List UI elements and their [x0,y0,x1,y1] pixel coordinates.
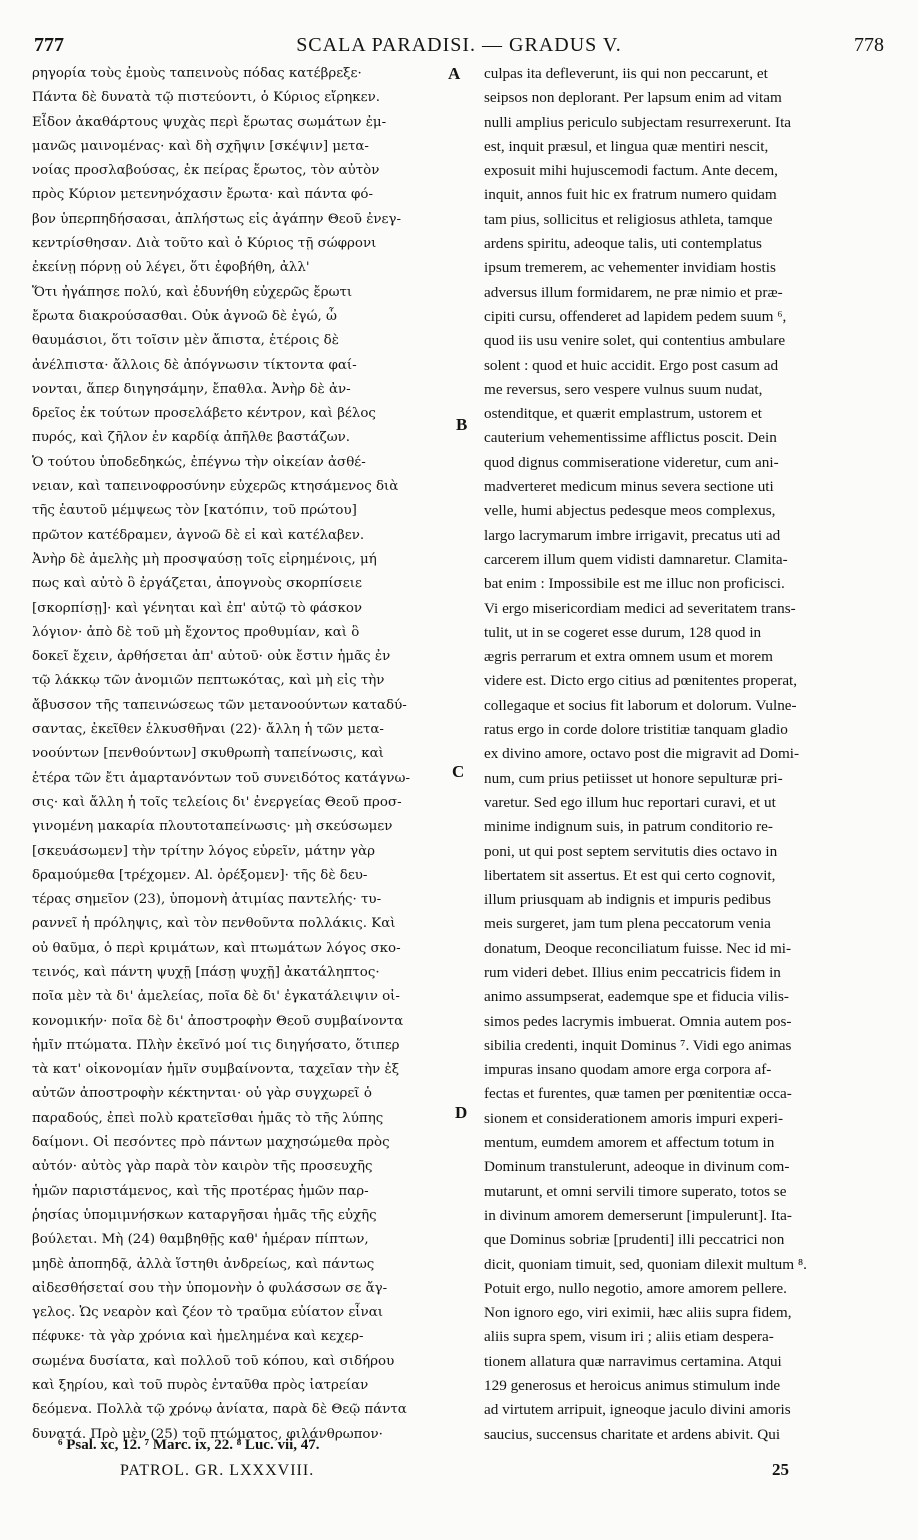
latin-text-line: quod dignus commiseratione videretur, cum ani- [484,453,779,471]
greek-text-line: δοκεῖ ἔχειν, ἀρθήσεται ἀπ' αὐτοῦ· οὐκ ἔστιν ἡμᾶς ἐν [32,649,391,665]
greek-text-line: τὰ κατ' οἰκονομίαν ἡμῖν συμβαίνοντα, ταχεῖαν τὴν ἐξ [32,1062,400,1078]
greek-text-line: κεντρίσθησαν. Διὰ τοῦτο καὶ ὁ Κύριος τῇ σώφρονι [32,236,377,252]
footnotes: ⁶ Psal. xc, 12. ⁷ Marc. ix, 22. ⁸ Luc. vii, 47. [58,1437,320,1453]
latin-text-line: tulit, ut in se cogeret esse durum, 128 quod in [484,623,762,641]
latin-text-line: ipsum tremerem, ac vehementer invidiam hostis [484,259,776,277]
latin-text-line: Vi ergo misericordiam medici ad severitatem trans- [484,599,796,617]
greek-text-line: ἀνέλπιστα· ἄλλοις δὲ ἀπόγνωσιν τίκτοντα φαί- [32,357,357,373]
greek-text-line: καὶ ξηρίου, καὶ τοῦ πυρὸς ἐνταῦθα πρὸς ἰατρείαν [32,1378,369,1394]
greek-text-line: γινομένη μακαρία πλουτοταπείνωσις· μὴ σκεύσωμεν [32,819,393,835]
latin-text-line: 129 generosus et heroicus animus stimulum inde [484,1377,781,1395]
footer-signature: 25 [772,1460,789,1479]
greek-text-line: νοίας προσλαβούσας, ἐκ πείρας ἔρωτος, τὸν αὐτὸν [32,163,380,179]
latin-text-line: poni, ut qui post septem servitutis dies octavo in [484,842,778,860]
greek-text-line: δυνατά. Πρὸ μὲν (25) τοῦ πτώματος, φιλάνθρωπον· [32,1426,383,1442]
greek-text-line: μανῶς μαινομένας· καὶ δὴ σχῆψιν [σκέψιν] μετα- [32,138,369,154]
greek-text-line: ἄβυσσον τῆς ταπεινώσεως τῶν μετανοούντων καταδύ- [32,697,407,713]
greek-text-line: Εἶδον ἀκαθάρτους ψυχὰς περὶ ἔρωτας σωμάτων ἐμ- [32,114,387,130]
latin-text-line: animo assumpserat, eademque spe et fiducia vilis- [484,988,789,1006]
greek-text-line: ἡμῶν παριστάμενος, καὶ τῆς προτέρας ἡμῶν παρ- [32,1183,369,1199]
latin-text-line: inquit, annos fuit hic ex fratrum numero quidam [484,186,777,204]
greek-text-line: [σκορπίσῃ]· καὶ γένηται καὶ ἐπ' αὐτῷ τὸ φάσκον [32,600,363,616]
latin-text-line: mentum, eumdem amorem et affectum totum in [484,1134,775,1152]
latin-text-line: aliis supra spem, visum iri ; aliis etiam despera- [484,1328,774,1346]
greek-text-line: πως καὶ αὐτὸ ὃ ἐργάζεται, ἀπογνοὺς σκορπίσειε [32,576,362,592]
latin-text-line: tam pius, sollicitus et religiosus athleta, tamque [484,210,773,228]
latin-text-line: donatum, Deoque reconciliatum fuisse. Nec id mi- [484,939,792,957]
latin-text-line: bat enim : Impossibile est me illuc non proficisci. [484,575,785,593]
greek-text-line: αἰδεσθήσεταί σου τὴν ὑπομονὴν ὁ φυλάσσων σε ἄγ- [32,1280,388,1296]
page-header [30,30,888,60]
latin-text-line: ratus ergo in corde dolore tristitiæ tanquam gladio [484,721,788,739]
section-marker-a: A [448,64,461,83]
greek-text-line: τῆς ἑαυτοῦ μέμψεως τὸν [κατόπιν, τοῦ πρώτου] [32,503,357,519]
latin-text-line: dicit, quoniam timuit, sed, quoniam dilexit multum ⁸. [484,1255,807,1273]
latin-text-line: libertatem sit assertus. Et est qui certo cognovit, [484,866,776,884]
latin-text-line: madverteret medicum minus severa sectione uti [484,478,774,496]
latin-text-line: in divinum amorem demerserunt [impulerunt]. Ita- [484,1206,792,1224]
page-number-left: 777 [34,34,64,56]
greek-text-line: πυρός, καὶ ζῆλον ἐν καρδίᾳ ἀπῆλθε βαστάζων. [32,430,351,446]
latin-text-line: cipiti cursu, offenderet ad lapidem pedem suum ⁶, [484,307,787,325]
greek-text-line: πρῶτον κατέδραμεν, ἀγνοῶ δὲ εἰ καὶ κατέλαβεν. [32,527,365,543]
latin-text-line: sibilia credenti, inquit Dominus ⁷. Vidi ego animas [484,1036,792,1054]
latin-text-line: ostenditque, et quærit emplastrum, ustorem et [484,405,762,423]
latin-text-line: rum videri debet. Illius enim peccatricis fidem in [484,963,781,981]
latin-text-line: Non ignoro ego, viri eximii, hæc aliis supra fidem, [484,1304,792,1322]
greek-text-line: πέφυκε· τὰ γὰρ χρόνια καὶ ἠμελημένα καὶ κεχερ- [32,1329,364,1345]
greek-text-line: τέρας σημεῖον (23), ὑπομονὴ ἀτιμίας παντελής· τυ- [32,892,382,908]
greek-text-line: σωμένα δυσίατα, καὶ πολλοῦ τοῦ κόπου, καὶ σιδήρου [32,1353,395,1369]
latin-text-line: meis surgeret, jam tum plena peccatorum venia [484,915,771,933]
latin-text-line: collegaque et socius fit laborum et dolorum. Vulne- [484,696,797,714]
latin-text-line: adversus illum formidarem, ne præ nimio et præ- [484,283,783,301]
greek-text-line: ἡμῖν πτώματα. Πλὴν ἐκεῖνό μοί τις διηγήσατο, ὅτιπερ [32,1037,400,1053]
latin-text-line: Potuit ergo, nullo negotio, amore amorem pellere. [484,1279,787,1297]
greek-text-line: ἐκείνῃ πόρνῃ οὐ λέγει, ὅτι ἐφοβήθη, ἀλλ' [32,260,310,276]
greek-text-line: ρηγορία τοὺς ἐμοὺς ταπεινοὺς πόδας κατέβρεξε· [32,66,362,81]
greek-text-column [32,62,454,1442]
latin-text-line: impuras insano quodam amore erga corpora af- [484,1061,772,1079]
latin-text-line: varetur. Sed ego illum huc reportari curavi, et ut [484,793,776,811]
latin-text-line: fectas et furentes, quæ tamen per pœnitentiæ occa- [484,1085,792,1103]
greek-text-line: δρεῖος ἐκ τούτων προσελάβετο κέντρον, καὶ βέλος [32,406,376,422]
greek-text-line: Πάντα δὲ δυνατὰ τῷ πιστεύοντι, ὁ Κύριος εἴρηκεν. [32,90,380,106]
greek-text-line: λόγιον· ἀπὸ δὲ τοῦ μὴ ἔχοντος προθυμίαν, καὶ ὃ [32,624,360,640]
latin-text-line: largo lacrymarum imbre irrigavit, precatus uti ad [484,526,781,544]
latin-text-line: tionem allatura quæ narravimus certamina. Atqui [484,1352,782,1370]
latin-text-line: Dominum transtulerunt, adeoque in divinum com- [484,1158,790,1176]
section-marker-b: B [456,415,468,434]
latin-text-line: me reversus, sero vespere vulnus suum nudat, [484,380,763,398]
greek-text-line: νοούντων [πενθούντων] σκυθρωπὴ ταπείνωσις, καὶ [32,746,384,762]
greek-text-line: [σκευάσωμεν] τὴν τρίτην λόγος εὑρεῖν, μάτην γὰρ [32,843,376,859]
greek-text-line: ἔρωτα διακρούσασθαι. Οὐκ ἀγνοῶ δὲ ἐγώ, ὦ [32,308,337,324]
greek-text-line: αὐτόν· αὐτὸς γὰρ παρὰ τὸν καιρὸν τῆς προσευχῆς [32,1159,373,1175]
greek-text-line: θαυμάσιοι, ὅτι τοῖσιν μὲν ἄπιστα, ἑτέροις δὲ [32,333,339,349]
latin-text-line: que Dominus sobriæ [prudenti] illi peccatrici non [484,1231,785,1249]
latin-text-line: num, cum prius petiisset ut honore sepulturæ pri- [484,769,783,787]
latin-text-line: mutarunt, et omni servili timore superato, totos se [484,1182,787,1200]
latin-text-line: exposuit mihi hujuscemodi factum. Ante decem, [484,162,778,180]
greek-text-line: βούλεται. Μὴ (24) θαμβηθῇς καθ' ἡμέραν πίπτων, [32,1232,369,1248]
latin-text-line: solent : quod et huic accidit. Ergo post casum ad [484,356,779,374]
latin-text-line: culpas ita defleverunt, iis qui non peccarunt, et [484,65,768,82]
latin-text-line: ex divino amore, octavo post die migravit ad Domi- [484,745,800,763]
greek-text-line: τεινός, καὶ πάντη ψυχῇ [πάσῃ ψυχῇ] ἀκατάληπτος· [32,964,380,980]
latin-text-line: ardens spiritu, adeoque talis, uti contemplatus [484,235,762,253]
latin-text-line: velle, humi abjectus pedesque meos complexus, [484,502,776,520]
latin-text-line: ægris perrarum et extra omnem usum et morem [484,648,773,666]
greek-text-line: παραδούς, ἐπεὶ πολὺ κρατεῖσθαι ἡμᾶς τὸ τῆς λύπης [32,1110,384,1126]
latin-text-line: illum priusquam ab indignis et impuris pedibus [484,891,771,909]
page-number-right: 778 [854,34,884,56]
greek-text-line: δεόμενα. Πολλὰ τῷ χρόνῳ ἀνίατα, παρὰ δὲ Θεῷ πάντα [32,1402,407,1418]
greek-text-line: ἑτέρα τῶν ἔτι ἁμαρτανόντων τοῦ συνειδότος κατάγνω- [32,770,410,786]
latin-text-line: cauterium vehementissime afflictus poscit. Dein [484,429,777,447]
latin-text-line: ad virtutem arripuit, igneoque jaculo divini amoris [484,1401,791,1419]
latin-text-line: quod iis usu venire solet, qui contentius ambulare [484,332,786,350]
greek-text-line: μηδὲ ἀποπηδᾷ, ἀλλὰ ἵστηθι ἀνδρείως, καὶ πάντως [32,1256,375,1272]
greek-text-line: τῷ λάκκῳ τῶν ἀνομιῶν πεπτωκότας, καὶ μὴ εἰς τὴν [32,673,385,689]
greek-text-line: κονομικήν· ποῖα δὲ δι' ἀποστροφὴν Θεοῦ συμβαίνοντα [32,1013,404,1029]
latin-text-line: est, inquit præsul, et lingua quæ mentiri nescit, [484,137,769,155]
latin-text-line: seipsos non deplorant. Per lapsum enim ad vitam [484,89,782,107]
latin-text-line: videre est. Dicto ergo citius ad pœnitentes properat, [484,672,798,690]
greek-text-line: αὐτῶν ἀποστροφὴν κέκτηνται· οὐ γὰρ συγχωρεῖ ὁ [32,1086,372,1102]
latin-text-column [484,62,884,1443]
latin-text-line: sionem et considerationem amoris impuri experi- [484,1109,784,1127]
greek-text-line: Ὁ τούτου ὑποδεδηκώς, ἐπέγνω τὴν οἰκείαν ἀσθέ- [32,454,366,470]
latin-text-line: saucius, succensus charitate et ardens abivit. Qui [484,1425,781,1443]
greek-text-line: σαντας, ἐκεῖθεν ἑλκυσθῆναι (22)· ἄλλη ἡ τῶν μετα- [32,722,384,738]
greek-text-line: πρὸς Κύριον μετενηνόχασιν ἔρωτα· καὶ πάντα φό- [32,187,374,203]
section-marker-d: D [455,1103,468,1122]
greek-text-line: ποῖα μὲν τὰ δι' ἀμελείας, ποῖα δὲ δι' ἐγκατάλειψιν οἰ- [32,989,400,1005]
greek-text-line: Ἀνὴρ δὲ ἀμελὴς μὴ προσψαύσῃ τοῖς εἰρημένοις, μή [32,551,377,567]
greek-text-line: σις· καὶ ἄλλη ἡ τοῖς τελείοις δι' ἐνεργείας Θεοῦ προσ- [32,794,402,810]
footer-volume: PATROL. GR. LXXXVIII. [120,1462,315,1479]
latin-text-line: nulli amplius periculo subjectam resurrexerunt. Ita [484,113,792,131]
latin-text-line: carcerem illum quem vidisti damnaretur. Clamita- [484,550,788,568]
greek-text-line: νειαν, καὶ ταπεινοφροσύνην εὐχερῶς κτησάμενος διὰ [32,479,399,495]
greek-text-line: βον ὑπερπηδήσασαι, ἀπλήστως εἰς ἀγάπην Θεοῦ ἐνεγ- [32,211,401,227]
greek-text-line: δαίμονι. Οἱ πεσόντες πρὸ πάντων μαχησώμεθα πρὸς [32,1135,390,1151]
greek-text-line: οὐ θαῦμα, ὁ περὶ κριμάτων, καὶ πτωμάτων λόγος σκο- [32,940,401,956]
latin-text-line: minime indignum suis, in patrum conditorio re- [484,818,773,836]
greek-text-line: γελος. Ὡς νεαρὸν καὶ ζέον τὸ τραῦμα εὐίατον εἶναι [32,1305,383,1321]
running-title: SCALA PARADISI. — GRADUS V. [296,34,622,56]
greek-text-line: Ὅτι ἠγάπησε πολύ, καὶ ἐδυνήθη εὐχερῶς ἔρωτι [32,284,353,300]
greek-text-line: δραμούμεθα [τρέχομεν. Al. ὀρέξομεν]· τῆς δὲ δευ- [32,867,368,883]
section-marker-c: C [452,762,465,781]
greek-text-line: νονται, ἅπερ διηγησάμην, ἔπαθλα. Ἀνὴρ δὲ ἀν- [32,381,351,397]
greek-text-line: ραννεῖ ἡ πρόληψις, καὶ τὸν πενθοῦντα πολλάκις. Καὶ [32,916,396,932]
latin-text-line: simos pedes lacrymis imbuerat. Omnia autem pos- [484,1012,792,1030]
greek-text-line: ῥησίας ὑπομιμνήσκων καταργῆσαι ἡμᾶς τῆς εὐχῆς [32,1207,377,1223]
